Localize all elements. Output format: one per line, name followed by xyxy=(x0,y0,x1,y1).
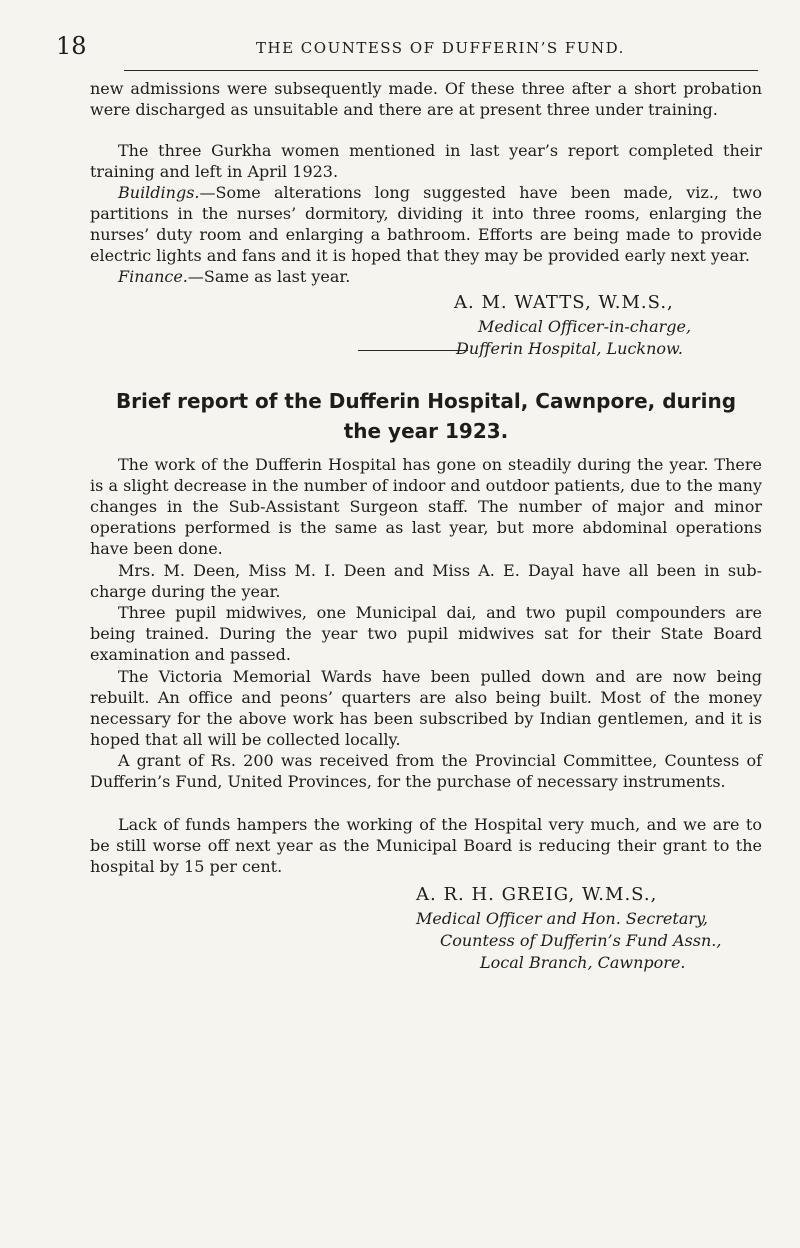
cawnpore-paragraph-wards: The Victoria Memorial Wards have been pulled down and are now being rebuilt. An office and peons’ quarters are also being built. Most of the money necessary for the above work has been subscribed by Indian gentlemen, and it is hoped that all will be collected locally. xyxy=(90,667,762,749)
finance-text: —Same as last year. xyxy=(187,267,351,286)
section-divider xyxy=(358,350,468,351)
cawnpore-paragraph-work: The work of the Dufferin Hospital has gone on steadily during the year. There is a slight decrease in the number of indoor and outdoor patients, due to the many changes in the Sub-Assistant Surgeon staff. The number of major and minor operations performed is the same as last year, but more abdominal operations have been done. xyxy=(90,455,762,558)
header-rule xyxy=(124,70,758,71)
cawnpore-signature-title: Medical Officer and Hon. Secretary, xyxy=(416,909,709,928)
cawnpore-signature-org: Countess of Dufferin’s Fund Assn., xyxy=(440,931,722,950)
cawnpore-paragraph-grant: A grant of Rs. 200 was received from the Provincial Committee, Countess of Dufferin’s Fund, United Provinces, for the purchase of necessary instruments. xyxy=(90,751,762,791)
lucknow-signature-name: A. M. WATTS, W.M.S., xyxy=(454,292,674,313)
lucknow-paragraph-gurkha: The three Gurkha women mentioned in last year’s report completed their training and left in April 1923. xyxy=(90,141,762,181)
lucknow-signature-title: Medical Officer-in-charge, xyxy=(478,317,692,336)
cawnpore-paragraph-pupils: Three pupil midwives, one Municipal dai, and two pupil compounders are being trained. During the year two pupil midwives sat for their State Board examination and passed. xyxy=(90,603,762,664)
running-title: THE COUNTESS OF DUFFERIN’S FUND. xyxy=(256,39,625,57)
cawnpore-heading-line1: Brief report of the Dufferin Hospital, Cawnpore, during xyxy=(115,389,737,413)
lucknow-signature-place: Dufferin Hospital, Lucknow. xyxy=(456,339,683,358)
buildings-label: Buildings. xyxy=(118,183,200,202)
cawnpore-signature-place: Local Branch, Cawnpore. xyxy=(480,953,686,972)
finance-label: Finance. xyxy=(118,267,188,286)
page-header xyxy=(56,32,756,64)
cawnpore-paragraph-staff: Mrs. M. Deen, Miss M. I. Deen and Miss A. E. Dayal have all been in sub-charge during the year. xyxy=(90,561,762,601)
lucknow-paragraph-buildings xyxy=(90,182,762,266)
lucknow-paragraph-admissions: new admissions were subsequently made. Of these three after a short probation were discharged as unsuitable and there are at present three under training. xyxy=(90,79,762,119)
cawnpore-paragraph-funds: Lack of funds hampers the working of the Hospital very much, and we are to be still worse off next year as the Municipal Board is reducing their grant to the hospital by 15 per cent. xyxy=(90,815,762,876)
lucknow-paragraph-finance xyxy=(90,266,762,287)
buildings-text: —Some alterations long suggested have been made, viz., two partitions in the nurses’ dormitory, dividing it into three rooms, enlarging the nurses’ duty room and enlarging a bathroom. Efforts are being made to provide electric lights and fans and it is hoped that they may be provided early next year. xyxy=(90,183,762,265)
cawnpore-heading-line2: the year 1923. xyxy=(343,419,509,443)
cawnpore-signature-name: A. R. H. GREIG, W.M.S., xyxy=(416,884,658,905)
cawnpore-heading xyxy=(90,386,762,446)
page-number: 18 xyxy=(56,32,87,60)
